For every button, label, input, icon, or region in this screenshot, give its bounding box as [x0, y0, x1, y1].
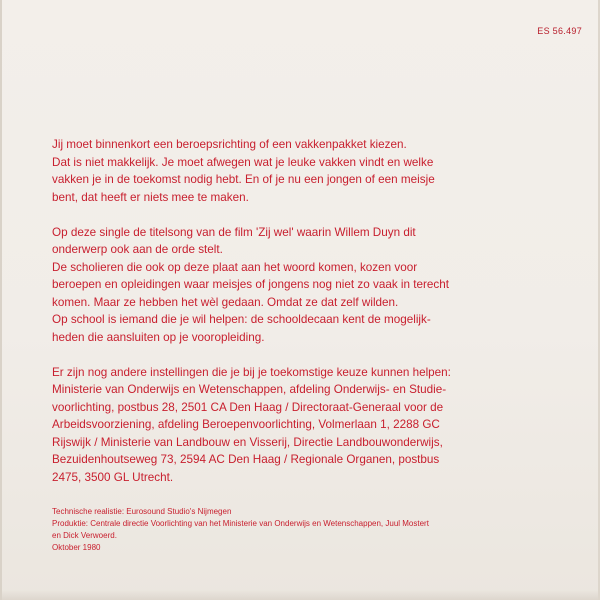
text-line: komen. Maar ze hebben het wèl gedaan. Omdat ze dat zelf wilden. — [52, 295, 399, 309]
text-line: Er zijn nog andere instellingen die je bij je toekomstige keuze kunnen helpen: — [52, 365, 451, 379]
text-line: beroepen en opleidingen waar meisjes of jongens nog niet zo vaak in terecht — [52, 278, 449, 291]
text-line: Arbeidsvoorziening, afdeling Beroepenvoorlichting, Volmerlaan 1, 2288 GC — [52, 418, 440, 431]
text-line: bent, dat heeft er niets mee te maken. — [52, 190, 249, 204]
text-line: Op deze single de titelsong van de film 'Zij wel' waarin Willem Duyn dit — [52, 225, 416, 239]
text-line: Ministerie van Onderwijs en Wetenschappen, afdeling Onderwijs- en Studie- — [52, 383, 447, 396]
paragraph-film — [52, 224, 574, 347]
text-line: Jij moet binnenkort een beroepsrichting of een vakkenpakket kiezen. — [52, 138, 407, 151]
text-line: Bezuidenhoutseweg 73, 2594 AC Den Haag / Regionale Organen, postbus — [52, 453, 440, 466]
body-text — [52, 136, 574, 486]
credit-technical: Technische realistie: Eurosound Studio's Nijmegen — [52, 507, 232, 516]
text-line: heden die aansluiten op je vooropleiding. — [52, 330, 265, 344]
credits — [52, 506, 572, 554]
text-line: vakken je in de toekomst nodig hebt. En of je nu een jongen of een meisje — [52, 173, 435, 186]
text-line: Rijswijk / Ministerie van Landbouw en Visserij, Directie Landbouwonderwijs, — [52, 435, 443, 449]
text-line: De scholieren die ook op deze plaat aan het woord komen, kozen voor — [52, 260, 418, 274]
paragraph-intro — [52, 136, 574, 206]
text-line: 2475, 3500 GL Utrecht. — [52, 470, 174, 484]
credit-production-continued: en Dick Verwoerd. — [52, 531, 117, 540]
paragraph-institutions — [52, 364, 574, 487]
credit-date: Oktober 1980 — [52, 543, 101, 552]
text-line: Dat is niet makkelijk. Je moet afwegen wat je leuke vakken vindt en welke — [52, 155, 434, 169]
text-line: voorlichting, postbus 28, 2501 CA Den Haag / Directoraat-Generaal voor de — [52, 400, 444, 414]
credit-production: Produktie: Centrale directie Voorlichting van het Ministerie van Onderwijs en Wetenschappen, Juul Mostert — [52, 519, 429, 528]
text-line: onderwerp ook aan de orde stelt. — [52, 243, 223, 256]
text-line: Op school is iemand die je wil helpen: de schooldecaan kent de mogelijk- — [52, 313, 431, 326]
catalog-number: ES 56.497 — [537, 26, 582, 36]
